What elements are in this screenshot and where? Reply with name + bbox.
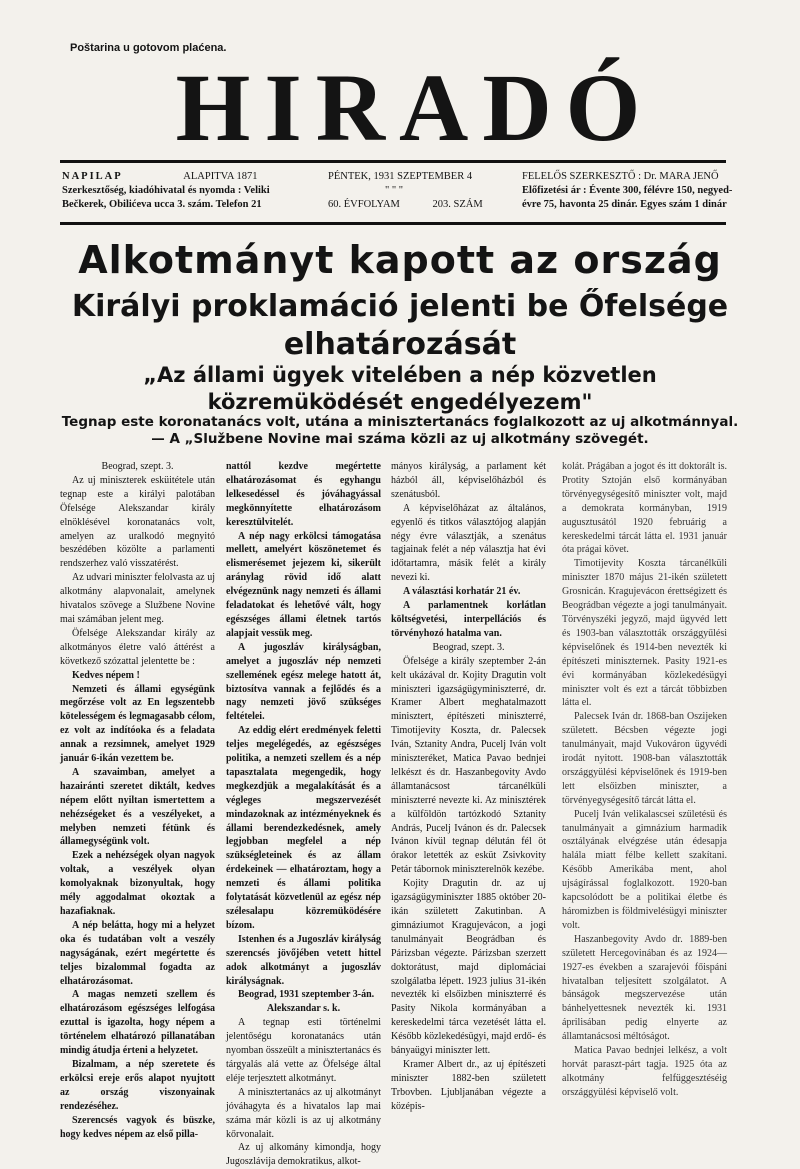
paragraph: Nemzeti és állami egységünk megőrzése volt az En legszentebb kötelességem és legmagasabb célom, ez volt az indítóoka és a feladata annak a rezsimnek, amelyet 1929 január 6-ikán vezettem be. [60,683,215,765]
deck-headline: Tegnap este koronatanács volt, utána a minisztertanács foglalkozott az uj alkotmánnyal. — A „Službene Novine mai száma közli az uj alkotmány szövegét. [61,414,739,447]
paragraph: A nép nagy erkölcsi támogatása mellett, amelyért köszönetemet és elismerésemet jejezem ki, sikerült aránylag rövid idő alatt elvégeznünk nagy nemzeti és állami feladatokat és lehetővé vált, hogy egészséges állami életnek tartós alapjait vessük meg. [226,530,381,639]
subscription-2: évre 75, havonta 25 dinár. Egyes szám 1 dinár [522,199,727,210]
paragraph: Pucelj Iván velikalascsei születésü és tanulmányait a gimnázium harmadik osztályának elvégzése után édesapja halála miatt félbe kellett szakítani. Később Amerikába ment, ahol ujságírással foglalkozott. 1920-ban kapcsolódott be a politikai életbe és háromizben is földmivelésügyi miniszter volt. [562,808,727,931]
paragraph: mányos királyság, a parlament két házból áll, képviselőházból és szenátusból. [391,461,546,500]
article-column-1 [60,460,215,1160]
info-rule [60,222,726,225]
paragraph: Öfelsége Alekszandar király az alkotmányos életre való áttérést a következő szózattal jelentette be : [60,627,215,667]
paragraph: A parlamentnek korlátlan költségvetési, interpellációs és törvényhozó hatalma van. [391,600,546,639]
quote-headline: „Az állami ügyek vitelében a nép közvetlen közremüködését engedélyezem" [143,363,657,414]
proclamation-date: Beograd, 1931 szeptember 3-án. [238,989,375,1001]
paragraph: Szerencsés vagyok és büszke, hogy kedves népem az első pilla- [60,1114,215,1140]
paragraph: Bizalmam, a nép szeretete és erkölcsi ereje erős alapot nyujtott az ország viszonyainak rendezéséhez. [60,1058,215,1112]
paragraph: A választási korhatár 21 év. [403,586,521,598]
paragraph: Istenhen és a Jugoszláv királyság szerencsés jövőjében vetett hittel adok alkotmányt a jugoszláv királyságnak. [226,933,381,987]
office-address-1: Szerkesztőség, kiadóhivatal és nyomda : Veliki [62,185,270,196]
sub-headline: Királyi proklamáció jelenti be Őfelsége elhatározását [71,289,729,362]
paragraph: Az uj alkomány kimondja, hogy Jugoszlávija demokratikus, alkot- [226,1142,381,1168]
paragraph: Haszanbegovity Avdo dr. 1889-ben született Hercegovinában és az 1924—1927-es években a szarajevói főispáni hivatalban teljesített szolgálatot. A bánságok megszervezése után bánhelyettesnek nevezték ki. 1931 áprilisában pedig elnyerte az államtanácsosi méltóságot. [562,933,727,1043]
volume: 60. ÉVFOLYAM [328,199,400,210]
office-address-2: Bečkerek, Obilićeva ucca 3. szám. Telefon 21 [62,199,262,210]
paragraph: Az eddig elért eredmények feletti teljes megelégedés, az egészséges politika, a nemzeti szellem és a nép tapasztalata megengedik, hogy megkezdjük a megalakítását és a végleges megszervezését mindazoknak az intézményeknek és állami berendezkedésnek, amely legjobban megfelel a nép szükségleteinek és az állam érdekeinek — elhatároztam, hogy a nemzeti és állami politika folytatását közvetlenül az egész nép szélesalapu közremüködésére bízom. [226,725,381,931]
paragraph: Kojity Dragutin dr. az uj igazságügyminiszter 1885 október 20-ikán született Zakutinban. A gimnáziumot Kraguјеvácon, a jogi tanulmányait Beográdban és Párizsban végezte. Párizsban szerzett doktorátust, majd diplomáciai szolgálatba lépett. 1923 julius 31-ikén nevezték ki elsőizben miniszterré és Pasity Nikola kormányában a kereskedelmi tárca vezetését látta el. Később közlekedésügyi, majd erdő- és bányaügyi miniszter lett. [391,878,546,1057]
paragraph: A nép belátta, hogy mi a helyzet oka és tudatában volt a veszély nagyságának, ezért megértette és teljes bizalommal fogadta az elhatározásomat. [60,919,215,987]
info-right [522,170,762,212]
masthead-title: HIRADÓ [175,54,655,161]
founded: ALAPITVA 1871 [183,171,258,182]
paragraph: Matica Pavao bednjei lelkész, a volt horvát paraszt-párt tagja. 1925 óta az alkotmány felfüggesztéséig országgyülési képviselő volt. [562,1045,727,1098]
paragraph: Az uj miniszterek esküitétele után tegnap este a királyi palotában Öfelsége Alekszandar király elnöklésével koronatanács volt, amelyen az uralkodó megnyitó beszédében közölte a parlamenti rendszerhez való visszatérést. [60,474,215,570]
signature: Alekszandar s. k. [266,1003,341,1015]
paragraph: A magas nemzeti szellem és elhatározásom egészséges lelfogása ezuttal is igazolta, hogy népem a történelem elhatározó pillanatában mindig átudja érteni a helyzetet. [60,989,215,1057]
main-headline: Alkotmányt kapott az ország [78,238,722,282]
paragraph: A tegnap esti történelmi jelentőségu koronatanács után nyomban összeült a minisztertanács és tárgyalás alá vette az Öfelsége által eléje terjesztett alkotmányt. [226,1017,381,1084]
paragraph: Kedves népem ! [72,669,140,681]
paragraph: Az udvari miniszter felolvasta az uj alkotmány alapvonalait, amelynek hivatalos szövege a Službene Novine mai számában jelent meg. [60,572,215,625]
info-center [328,170,488,212]
paragraph: Palecsek Iván dr. 1868-ban Oszijeken született. Bécsben végezte jogi tanulmányait, majd Vukováron ügyvédi irodát nyitott. 1908-ban választották országgyülési képviselőnek és 1919-ben lett elsőizben miniszter, a törvényegységesítő tárcát látta el. [562,711,727,806]
article-column-4 [562,460,727,1160]
dateline: Beograd, szept. 3. [432,641,505,653]
issue-date: PÉNTEK, 1931 SZEPTEMBER 4 [328,171,473,182]
paragraph: A jugoszláv királyságban, amelyet a jugoszláv nép nemzeti szellemének egész melege hatott át, biztosítva vannak a fejlődés és a nagy nemzeti jövő szükséges feltételei. [226,641,381,723]
article-column-3 [391,460,546,1160]
article-column-2 [226,460,381,1168]
postage-note: Poštarina u gotovom plaćena. [70,42,227,54]
editor: FELELŐS SZERKESZTŐ : Dr. MARA JENŐ [522,171,719,182]
paragraph: nattól kezdve megértette elhatározásomat és egyhangu lelkesedéssel és jóváhagyással megkönnyítette elhatározásom keresztülvitelét. [226,461,381,528]
paragraph: A minisztertanács az uj alkotmányt jóváhagyta és a hivatalos lap mai száma már közli is az uj alkotmány kőrvonalait. [226,1086,381,1140]
paragraph: Kramer Albert dr., az uj építészeti miniszter 1882-ben született Trbovben. Ljubljanában végezte a középis- [391,1058,546,1112]
ornament: " " " [384,185,404,196]
info-left [62,170,270,212]
paragraph: Öfelsége a király szeptember 2-án kelt ukázával dr. Kojity Dragutin volt miniszteri igazságügyminiszterré, dr. Kramer Albert meghatalmazott minisztert, építészeti miniszterré, Timotijevity Koszta, dr. Palecsek Iván, Sztanity Andra, Pucelj Iván volt miniszteréket, Matica Pavao bednjei lelkészt és dr. Haszanbegovity Avdo államtanácsost tárcanélküli miniszterré nevezte ki. Az minisztérek a külföldön tartózkodó Sztanity András, Pucelj Ivánon és dr. Palecsek Ivánon kívül tegnap délután fél öt órakor letették az esküt Zsivkovity Petár tábornok miniszterelnök kezébe. [391,655,546,876]
dateline: Beograd, szept. 3. [101,461,174,472]
paragraph: Ezek a nehézségek olyan nagyok voltak, a veszélyek olyan komolyaknak bizonyultak, hogy mély aggodalmat okoztak a hazafiaknak. [60,850,215,917]
masthead-rule [60,160,726,163]
issue-number: 203. SZÁM [432,199,483,210]
paragraph: kolát. Prágában a jogot és itt doktorált is. Protity Sztoján első kormányában törvényegységesítő miniszter volt, majd a demokrata kormányban, 1919 augusztusától 1920 februárig a kereskedelmi tárcát látta el. 1931 január óta prágai követ. [562,461,727,556]
paragraph: Timotijevity Koszta tárcanélküli miniszter 1870 május 21-ikén született Grosnicán. Kragujevácon érettségizett és Beográdban végezte a jogi tanulmányait. Törvényszéki jegyző, majd ügyvéd lett és 1903-ban választották országgyűlési képviselőnek és 1914-ben nevezték ki építészeti miniszternek. Pasity 1921-es évi kormányában közlekedésügyi miniszter volt és ezt a tárcát többizben látta el. [562,558,727,709]
paragraph: A képviselőházat az általános, egyenlő és titkos választójog alapján négy évre választják, a szenátus tagjainak felét a nép választja hat évi időtartamra, másik felét a király nevezi ki. [391,502,546,584]
paragraph: A szavaimban, amelyet a hazairánti szeretet diktált, kedves népem előtt nyiltan ismertettem a nehézségeket és a veszélyeket, a melyben nemzeti fétünk és államegységünk volt. [60,766,215,848]
paper-type: NAPILAP [62,171,123,182]
subscription-1: Előfizetési ár : Évente 300, félévre 150, negyed- [522,185,733,196]
